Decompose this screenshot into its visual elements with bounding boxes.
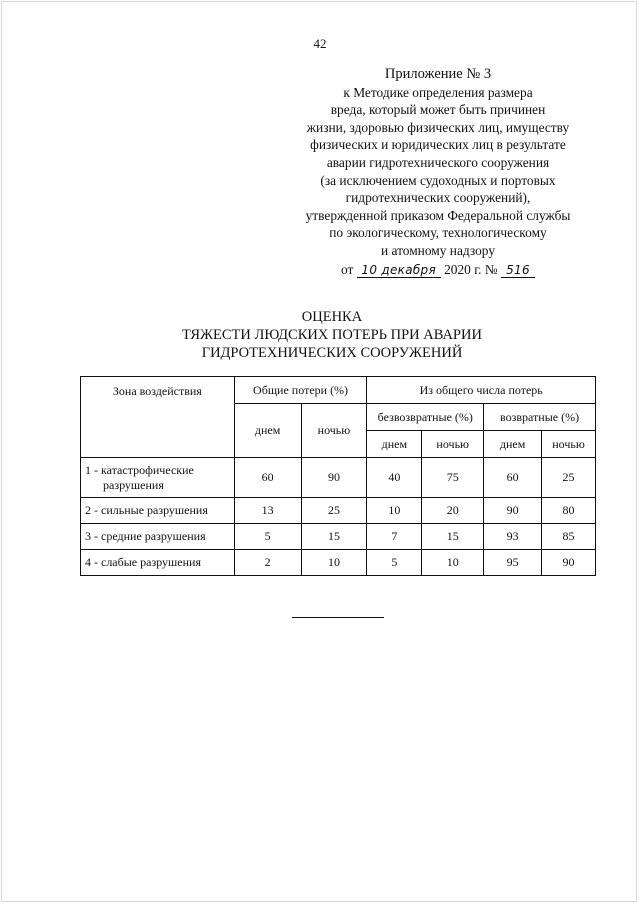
total-day-cell: 60 bbox=[234, 458, 301, 498]
zone-label: 1 - катастрофические bbox=[85, 462, 194, 477]
losses-table bbox=[80, 376, 596, 576]
appendix-line: вреда, который может быть причинен bbox=[330, 102, 546, 118]
rec-night-cell: 85 bbox=[542, 524, 596, 550]
appendix-line: гидротехнических сооружений), bbox=[345, 190, 531, 206]
order-year: 2020 г. № bbox=[444, 261, 498, 277]
table-row bbox=[81, 524, 596, 550]
document-title bbox=[12, 308, 640, 362]
zone-cell: 3 - средние разрушения bbox=[81, 524, 235, 550]
appendix-line: жизни, здоровью физических лиц, имуществу bbox=[306, 119, 570, 135]
header-total: Общие потери (%) bbox=[234, 377, 367, 404]
title-line: ГИДРОТЕХНИЧЕСКИХ СООРУЖЕНИЙ bbox=[201, 345, 463, 361]
zone-cell: 4 - слабые разрушения bbox=[81, 550, 235, 576]
closing-rule bbox=[292, 617, 384, 618]
irr-day-cell: 10 bbox=[367, 498, 422, 524]
order-prefix: от bbox=[340, 261, 354, 277]
total-night-cell: 90 bbox=[301, 458, 367, 498]
header-rec-day: днем bbox=[484, 431, 542, 458]
header-rec-night: ночью bbox=[542, 431, 596, 458]
rec-day-cell: 60 bbox=[484, 458, 542, 498]
header-of-total: Из общего числа потерь bbox=[367, 377, 596, 404]
irr-night-cell: 75 bbox=[422, 458, 484, 498]
table-row bbox=[81, 550, 596, 576]
appendix-line: (за исключением судоходных и портовых bbox=[320, 172, 556, 188]
irr-night-cell: 15 bbox=[422, 524, 484, 550]
appendix-line: по экологическому, технологическому bbox=[329, 225, 547, 241]
irr-day-cell: 40 bbox=[367, 458, 422, 498]
header-irr-night: ночью bbox=[422, 431, 484, 458]
total-night-cell: 10 bbox=[301, 550, 367, 576]
header-irrecoverable: безвозвратные (%) bbox=[367, 404, 484, 431]
appendix-line: и атомному надзору bbox=[380, 242, 496, 258]
zone-label-cont: разрушения bbox=[103, 477, 164, 492]
header-irr-day: днем bbox=[367, 431, 422, 458]
zone-cell: 2 - сильные разрушения bbox=[81, 498, 235, 524]
rec-night-cell: 25 bbox=[542, 458, 596, 498]
appendix-title: Приложение № 3 bbox=[384, 66, 492, 82]
total-day-cell: 13 bbox=[234, 498, 301, 524]
rec-night-cell: 80 bbox=[542, 498, 596, 524]
appendix-line: аварии гидротехнического сооружения bbox=[326, 154, 550, 170]
header-recoverable: возвратные (%) bbox=[484, 404, 596, 431]
table-row bbox=[81, 458, 596, 498]
header-zone: Зона воздействия bbox=[81, 377, 235, 458]
irr-night-cell: 20 bbox=[422, 498, 484, 524]
appendix-line: к Методике определения размера bbox=[343, 84, 533, 100]
appendix-block bbox=[280, 66, 596, 278]
header-total-night: ночью bbox=[301, 404, 367, 458]
title-line: ТЯЖЕСТИ ЛЮДСКИХ ПОТЕРЬ ПРИ АВАРИИ bbox=[182, 327, 482, 343]
total-night-cell: 15 bbox=[301, 524, 367, 550]
total-day-cell: 2 bbox=[234, 550, 301, 576]
order-line bbox=[280, 261, 596, 279]
appendix-line: физических и юридических лиц в результате bbox=[310, 137, 566, 153]
header-total-day: днем bbox=[234, 404, 301, 458]
rec-day-cell: 90 bbox=[484, 498, 542, 524]
rec-night-cell: 90 bbox=[542, 550, 596, 576]
irr-night-cell: 10 bbox=[422, 550, 484, 576]
handwritten-order-date: 10 декабря bbox=[357, 263, 441, 278]
handwritten-order-number: 516 bbox=[501, 263, 535, 278]
header-row bbox=[81, 377, 596, 404]
total-day-cell: 5 bbox=[234, 524, 301, 550]
table-row bbox=[81, 498, 596, 524]
rec-day-cell: 93 bbox=[484, 524, 542, 550]
total-night-cell: 25 bbox=[301, 498, 367, 524]
page-number: 42 bbox=[313, 36, 327, 51]
irr-day-cell: 7 bbox=[367, 524, 422, 550]
irr-day-cell: 5 bbox=[367, 550, 422, 576]
title-line: ОЦЕНКА bbox=[301, 309, 363, 325]
rec-day-cell: 95 bbox=[484, 550, 542, 576]
appendix-line: утвержденной приказом Федеральной службы bbox=[305, 207, 571, 223]
zone-cell bbox=[81, 458, 235, 498]
